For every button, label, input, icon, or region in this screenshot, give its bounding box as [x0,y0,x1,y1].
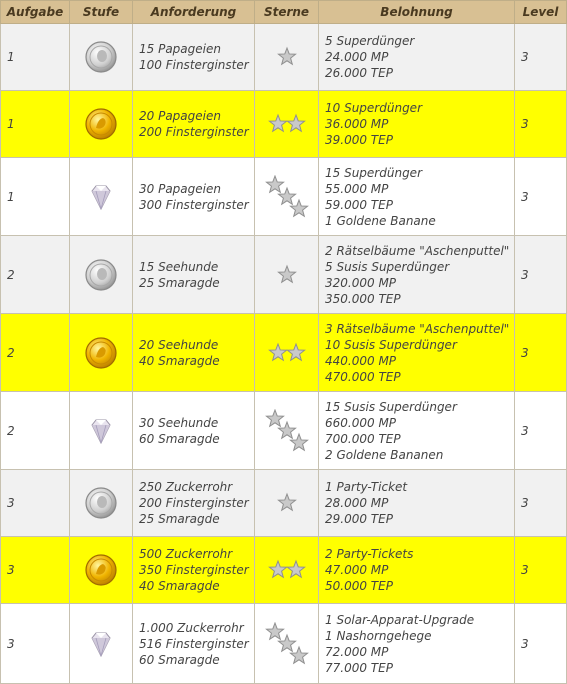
line-text: 15 Papageien [139,42,221,56]
star-icon [287,115,304,131]
line-text: 660.000 MP [325,415,397,430]
line-text: 1 Goldene Banane [325,213,436,228]
star-icon [266,623,283,639]
line-text: 350.000 TEP [325,291,401,306]
line-text: 300 Finsterginster [139,197,249,212]
line-text: 20 Papageien [139,109,221,123]
stufe-cell [70,236,133,314]
star-icon [290,434,307,450]
line-text: 1 Nashorngehege [325,628,432,643]
task-row [1,392,567,470]
stars-rating [268,345,306,359]
line-text: 1 Party-Ticket [325,480,408,494]
line-text: 500 Zuckerrohr [139,547,233,561]
stufe-cell [70,314,133,392]
line-text: 72.000 MP [325,644,389,659]
aufgabe-cell: 2 [1,236,70,314]
stars-rating [268,563,306,577]
belohnung-cell [319,314,515,392]
star-icon [278,635,295,651]
stars-rating [268,117,306,131]
sterne-cell [255,314,319,392]
stufe-cell [70,537,133,604]
stars-rating [265,423,309,437]
gold-coin-icon [84,563,118,577]
task-row [1,314,567,392]
silver-coin-icon [84,496,118,510]
header-sterne: Sterne [255,1,319,24]
header-anforderung: Anforderung [133,1,255,24]
level-cell: 3 [515,158,567,236]
diamond-icon [84,189,118,203]
star-icon [266,176,283,192]
task-row [1,91,567,158]
anforderung-cell [133,158,255,236]
stufe-cell [70,158,133,236]
star-icon [290,200,307,216]
belohnung-cell [319,392,515,470]
star-icon [287,344,304,360]
sterne-cell [255,236,319,314]
line-text: 26.000 TEP [325,66,393,80]
line-text: 77.000 TEP [325,660,393,675]
aufgabe-cell: 3 [1,537,70,604]
star-icon [269,561,286,577]
star-icon [269,344,286,360]
line-text: 28.000 MP [325,496,389,510]
line-text: 10 Susis Superdünger [325,337,457,352]
task-row [1,604,567,684]
line-text: 2 Rätselbäume "Aschenputtel" [325,243,510,258]
line-text: 3 Rätselbäume "Aschenputtel" [325,321,510,336]
task-row [1,24,567,91]
gold-coin-icon [84,345,118,359]
line-text: 39.000 TEP [325,133,393,147]
line-text: 2 Goldene Bananen [325,447,444,462]
belohnung-cell [319,470,515,537]
star-icon [290,647,307,663]
sterne-cell [255,392,319,470]
line-text: 15 Superdünger [325,165,423,180]
line-text: 24.000 MP [325,50,389,64]
line-text: 320.000 MP [325,275,397,290]
stars-rating [276,50,298,64]
aufgabe-cell: 1 [1,91,70,158]
star-icon [266,410,283,426]
stars-rating [265,636,309,650]
belohnung-cell [319,158,515,236]
belohnung-cell [319,91,515,158]
level-cell: 3 [515,537,567,604]
task-row [1,470,567,537]
line-text: 200 Finsterginster [139,125,249,139]
stufe-cell [70,392,133,470]
stars-rating [276,496,298,510]
star-icon [287,561,304,577]
belohnung-cell [319,236,515,314]
task-row [1,236,567,314]
level-cell: 3 [515,24,567,91]
line-text: 20 Seehunde [139,337,219,352]
level-cell: 3 [515,604,567,684]
sterne-cell [255,24,319,91]
line-text: 200 Finsterginster [139,496,249,510]
anforderung-cell [133,392,255,470]
line-text: 40 Smaragde [139,579,220,593]
star-icon [278,494,295,510]
line-text: 5 Susis Superdünger [325,259,450,274]
line-text: 15 Seehunde [139,259,219,274]
sterne-cell [255,537,319,604]
star-icon [278,188,295,204]
line-text: 25 Smaragde [139,275,220,290]
line-text: 40 Smaragde [139,353,220,368]
silver-coin-icon [84,267,118,281]
line-text: 36.000 MP [325,117,389,131]
line-text: 5 Superdünger [325,34,415,48]
sterne-cell [255,91,319,158]
stufe-cell [70,91,133,158]
level-cell: 3 [515,236,567,314]
task-row [1,158,567,236]
anforderung-cell [133,236,255,314]
line-text: 15 Susis Superdünger [325,399,457,414]
stufe-cell [70,604,133,684]
star-icon [278,48,295,64]
header-belohnung: Belohnung [319,1,515,24]
line-text: 25 Smaragde [139,512,220,526]
sterne-cell [255,470,319,537]
line-text: 700.000 TEP [325,431,401,446]
aufgabe-cell: 1 [1,158,70,236]
diamond-icon [84,636,118,650]
line-text: 29.000 TEP [325,512,393,526]
anforderung-cell [133,470,255,537]
anforderung-cell [133,314,255,392]
level-cell: 3 [515,392,567,470]
line-text: 10 Superdünger [325,101,423,115]
star-icon [278,422,295,438]
line-text: 350 Finsterginster [139,563,249,577]
level-cell: 3 [515,91,567,158]
stars-rating [265,189,309,203]
stars-rating [276,267,298,281]
sterne-cell [255,158,319,236]
line-text: 1 Solar-Apparat-Upgrade [325,612,475,627]
belohnung-cell [319,537,515,604]
belohnung-cell [319,604,515,684]
line-text: 516 Finsterginster [139,636,249,651]
aufgabe-cell: 2 [1,314,70,392]
stufe-cell [70,470,133,537]
line-text: 30 Papageien [139,181,221,196]
aufgabe-cell: 2 [1,392,70,470]
line-text: 55.000 MP [325,181,389,196]
silver-coin-icon [84,50,118,64]
line-text: 47.000 MP [325,563,389,577]
line-text: 60 Smaragde [139,652,220,667]
star-icon [269,115,286,131]
aufgabe-cell: 3 [1,604,70,684]
line-text: 2 Party-Tickets [325,547,414,561]
line-text: 470.000 TEP [325,369,401,384]
stufe-cell [70,24,133,91]
line-text: 1.000 Zuckerrohr [139,620,244,635]
star-icon [278,266,295,282]
line-text: 30 Seehunde [139,415,219,430]
aufgabe-cell: 3 [1,470,70,537]
diamond-icon [84,423,118,437]
line-text: 59.000 TEP [325,197,393,212]
line-text: 60 Smaragde [139,431,220,446]
anforderung-cell [133,604,255,684]
aufgabe-cell: 1 [1,24,70,91]
anforderung-cell [133,537,255,604]
gold-coin-icon [84,117,118,131]
level-cell: 3 [515,470,567,537]
level-cell: 3 [515,314,567,392]
task-row [1,537,567,604]
line-text: 100 Finsterginster [139,58,249,72]
header-level: Level [515,1,567,24]
belohnung-cell [319,24,515,91]
anforderung-cell [133,91,255,158]
line-text: 50.000 TEP [325,579,393,593]
header-stufe: Stufe [70,1,133,24]
line-text: 250 Zuckerrohr [139,480,233,494]
sterne-cell [255,604,319,684]
anforderung-cell [133,24,255,91]
header-aufgabe: Aufgabe [1,1,70,24]
header-row [1,1,567,24]
line-text: 440.000 MP [325,353,397,368]
